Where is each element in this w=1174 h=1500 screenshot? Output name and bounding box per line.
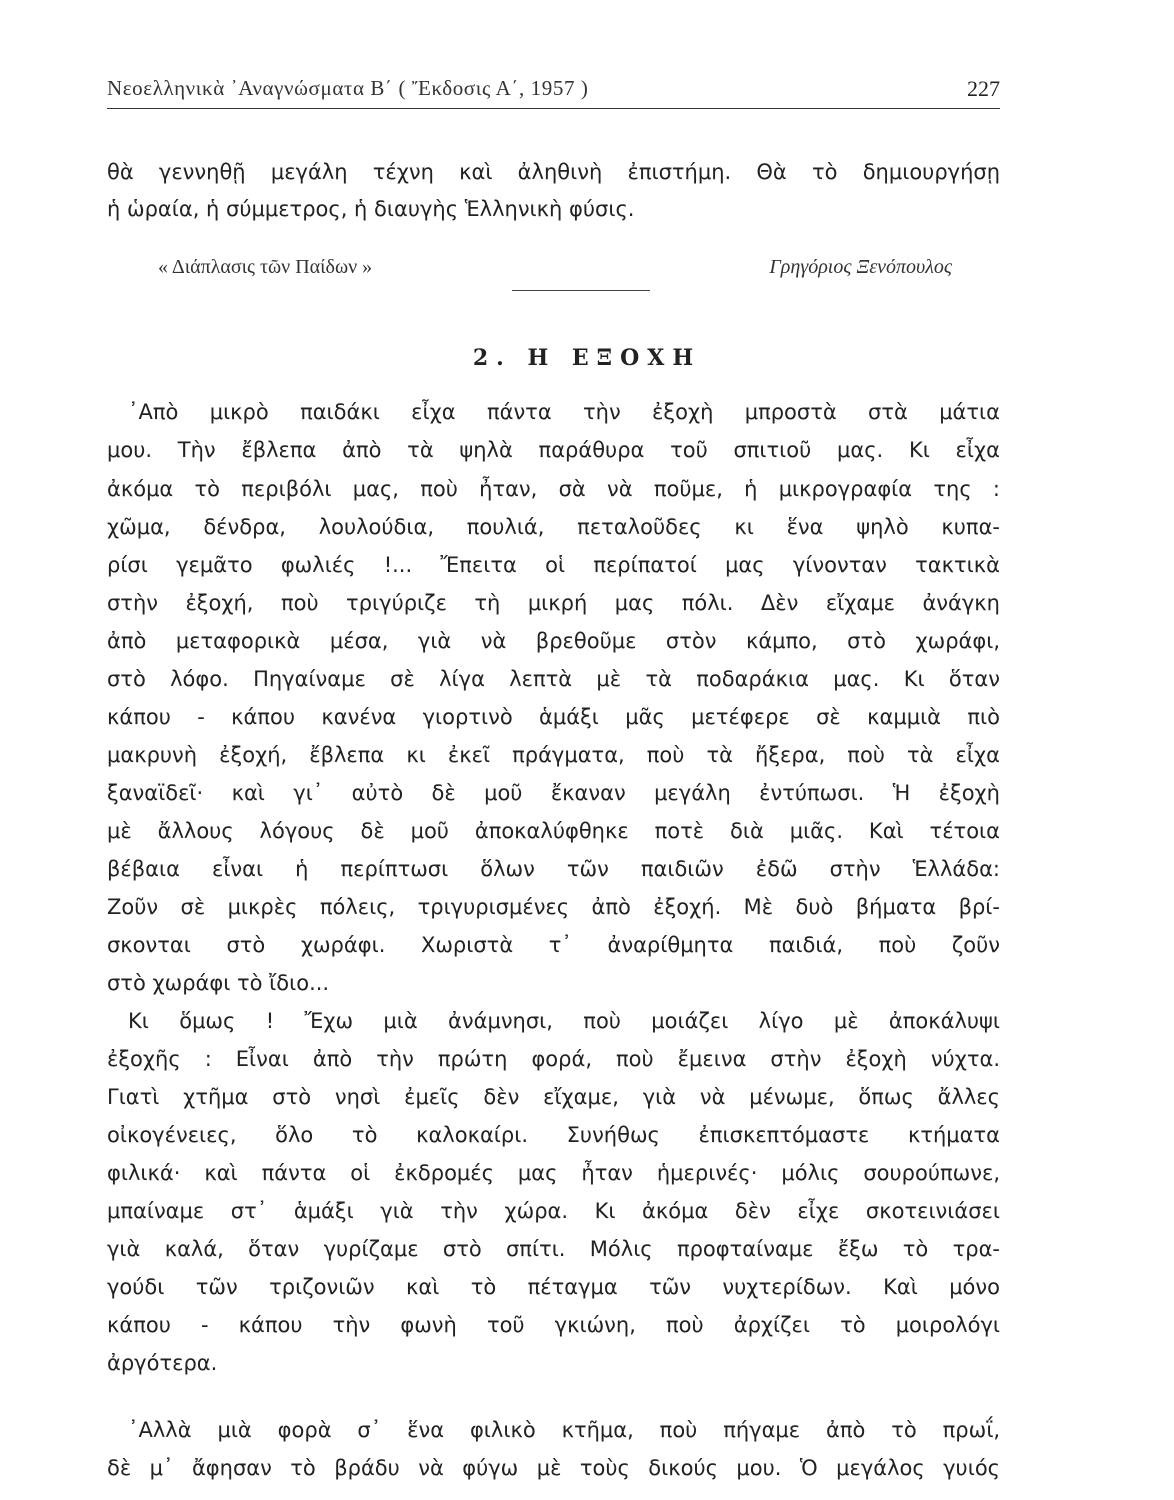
text-line: ἡ ὡραία, ἡ σύμμετρος, ἡ διαυγὴς Ἑλληνικὴ φύσις.: [107, 197, 635, 221]
section-title: 2. Η ΕΞΟΧΗ: [472, 345, 702, 371]
text-line: Γιατὶ χτῆμα στὸ νησὶ ἐμεῖς δὲν εἴχαμε, γιὰ νὰ μένωμε, ὅπως ἄλλες: [107, 1085, 1000, 1109]
author-name: Γρηγόριος Ξενόπουλος: [769, 256, 952, 278]
text-line: ἀπὸ μεταφορικὰ μέσα, γιὰ νὰ βρεθοῦμε στὸν κάμπο, στὸ χωράφι,: [107, 629, 1000, 653]
text-line: βέβαια εἶναι ἡ περίπτωσι ὅλων τῶν παιδιῶν ἐδῶ στὴν Ἑλλάδα:: [107, 857, 1000, 881]
text-line: γούδι τῶν τριζονιῶν καὶ τὸ πέταγμα τῶν νυχτερίδων. Καὶ μόνο: [107, 1275, 1000, 1299]
text-line: μακρυνὴ ἐξοχή, ἔβλεπα κι ἐκεῖ πράγματα, ποὺ τὰ ἤξερα, ποὺ τὰ εἶχα: [107, 743, 1000, 767]
text-line: γιὰ καλά, ὅταν γυρίζαμε στὸ σπίτι. Μόλις προφταίναμε ἔξω τὸ τρα-: [107, 1237, 1000, 1261]
text-line: μὲ ἄλλους λόγους δὲ μοῦ ἀποκαλύφθηκε ποτὲ διὰ μιᾶς. Καὶ τέτοια: [107, 819, 1000, 843]
text-line: ᾿Απὸ μικρὸ παιδάκι εἶχα πάντα τὴν ἐξοχὴ μπροστὰ στὰ μάτια: [128, 400, 1000, 424]
text-line: θὰ γεννηθῇ μεγάλη τέχνη καὶ ἀληθινὴ ἐπιστήμη. Θὰ τὸ δημιουργήσῃ: [107, 160, 1000, 184]
text-line: Κι ὅμως ! Ἔχω μιὰ ἀνάμνησι, ποὺ μοιάζει λίγο μὲ ἀποκάλυψι: [128, 1009, 1000, 1033]
section-divider: [512, 290, 650, 291]
text-line: ρίσι γεμᾶτο φωλιές !... Ἔπειτα οἱ περίπατοί μας γίνονταν τακτικὰ: [107, 553, 1000, 577]
text-line: ἀκόμα τὸ περιβόλι μας, ποὺ ἦταν, σὰ νὰ ποῦμε, ἡ μικρογραφία της :: [107, 477, 1000, 501]
text-line: στὴν ἐξοχή, ποὺ τριγύριζε τὴ μικρή μας πόλι. Δὲν εἴχαμε ἀνάγκη: [107, 591, 1000, 615]
page-number: 227: [967, 76, 1000, 101]
text-line: ἀργότερα.: [107, 1351, 218, 1375]
source-citation: « Διάπλασις τῶν Παίδων »: [158, 256, 373, 278]
text-line: μου. Τὴν ἔβλεπα ἀπὸ τὰ ψηλὰ παράθυρα τοῦ σπιτιοῦ μας. Κι εἶχα: [107, 438, 1000, 462]
text-line: ἐξοχῆς : Εἶναι ἀπὸ τὴν πρώτη φορά, ποὺ ἔμεινα στὴν ἐξοχὴ νύχτα.: [107, 1047, 1000, 1071]
text-line: κάπου - κάπου κανένα γιορτινὸ ἁμάξι μᾶς μετέφερε σὲ καμμιὰ πιὸ: [107, 705, 1000, 729]
text-line: φιλικά· καὶ πάντα οἱ ἐκδρομές μας ἦταν ἡμερινές· μόλις σουρούπωνε,: [107, 1161, 1000, 1185]
text-line: κάπου - κάπου τὴν φωνὴ τοῦ γκιώνη, ποὺ ἀρχίζει τὸ μοιρολόγι: [107, 1313, 1000, 1337]
text-line: στὸ χωράφι τὸ ἴδιο...: [107, 971, 330, 995]
text-line: δὲ μ᾿ ἄφησαν τὸ βράδυ νὰ φύγω μὲ τοὺς δικούς μου. Ὁ μεγάλος γυιός: [107, 1456, 1000, 1480]
text-line: ᾿Αλλὰ μιὰ φορὰ σ᾿ ἕνα φιλικὸ κτῆμα, ποὺ πήγαμε ἀπὸ τὸ πρωΐ,: [128, 1418, 1000, 1442]
text-line: ξαναϊδεῖ· καὶ γι᾿ αὐτὸ δὲ μοῦ ἔκαναν μεγάλη ἐντύπωσι. Ἡ ἐξοχὴ: [107, 781, 1000, 805]
text-line: στὸ λόφο. Πηγαίναμε σὲ λίγα λεπτὰ μὲ τὰ ποδαράκια μας. Κι ὅταν: [107, 667, 1000, 691]
text-line: μπαίναμε στ᾿ ἁμάξι γιὰ τὴν χώρα. Κι ἀκόμα δὲν εἶχε σκοτεινιάσει: [107, 1199, 1000, 1223]
text-line: σκονται στὸ χωράφι. Χωριστὰ τ᾿ ἀναρίθμητα παιδιά, ποὺ ζοῦν: [107, 933, 1000, 957]
running-header: [107, 68, 1000, 109]
text-line: οἰκογένειες, ὅλο τὸ καλοκαίρι. Συνήθως ἐπισκεπτόμαστε κτήματα: [107, 1123, 1000, 1147]
book-title: Νεοελληνικὰ ᾿Αναγνώσματα Β΄ ( Ἔκδοσις Α΄, 1957 ): [107, 76, 589, 100]
text-line: χῶμα, δένδρα, λουλούδια, πουλιά, πεταλοῦδες κι ἕνα ψηλὸ κυπα-: [107, 515, 1000, 539]
text-line: Ζοῦν σὲ μικρὲς πόλεις, τριγυρισμένες ἀπὸ ἐξοχή. Μὲ δυὸ βήματα βρί-: [107, 895, 1000, 919]
